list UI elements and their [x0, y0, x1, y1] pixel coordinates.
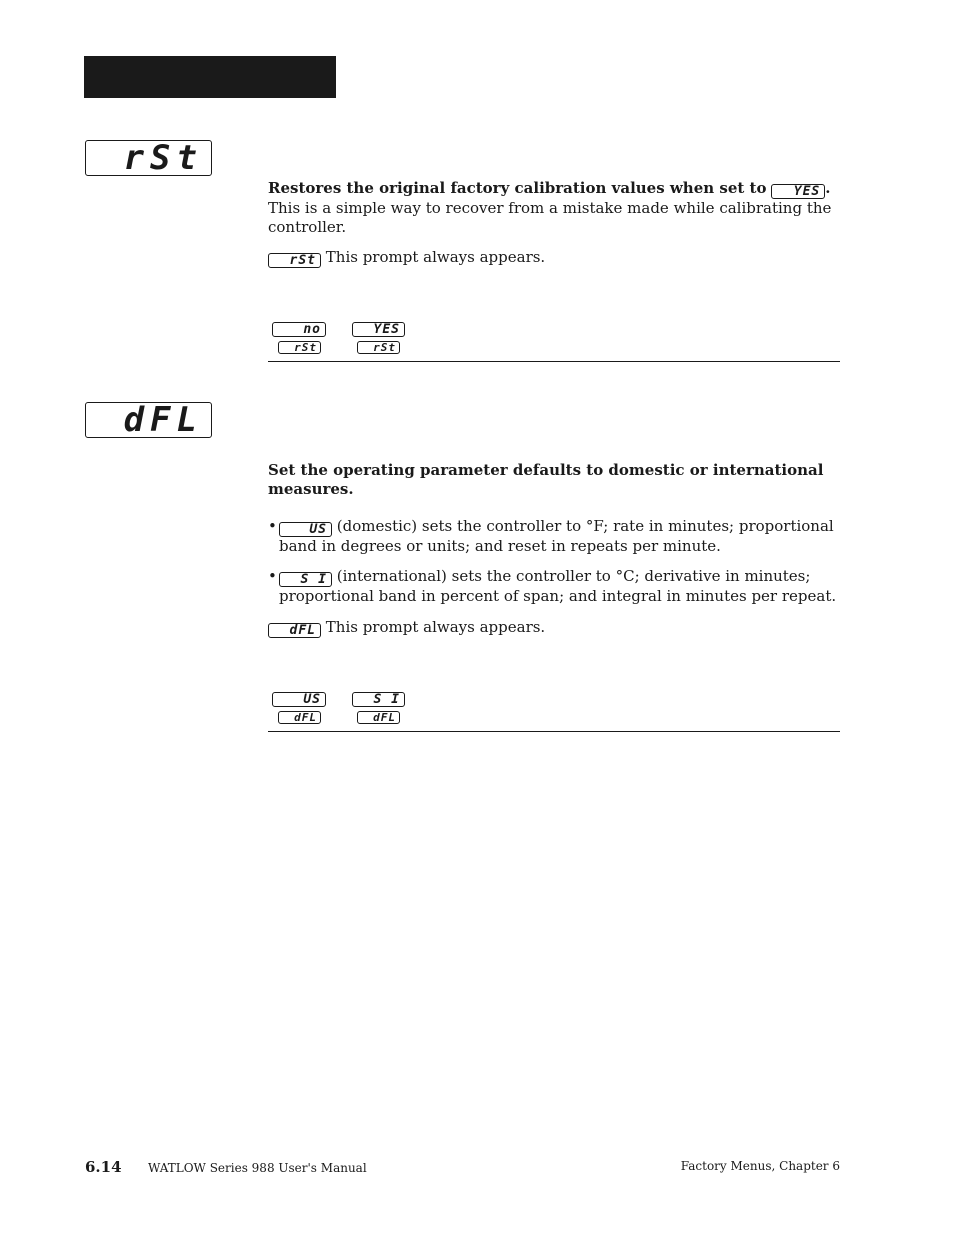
si-display-inline: S I: [279, 572, 332, 587]
rst-option-yes-bottom: rSt: [357, 341, 400, 354]
dfl-prompt-display: dFL: [268, 623, 321, 638]
chapter-label: Factory Menus, Chapter 6: [680, 1159, 840, 1173]
dfl-display: dFL: [85, 402, 212, 438]
rst-description: [268, 179, 840, 237]
rst-option-yes-top: YES: [352, 322, 405, 337]
section-divider-1: [268, 361, 840, 362]
bullet-international: • S I (international) sets the controller to °C; derivative in minutes; proportional band in percent of span; and integral in minutes per repeat.: [268, 567, 837, 605]
rst-prompt-display: rSt: [268, 253, 321, 268]
section-divider-2: [268, 731, 840, 732]
dfl-prompt-text: This prompt always appears.: [325, 618, 546, 636]
rst-option-no-top: no: [272, 322, 326, 337]
rst-heading: Restores the original factory calibration values when set to: [268, 179, 767, 197]
dfl-option-si-bottom: dFL: [357, 711, 400, 724]
dfl-option-si-top: S I: [352, 692, 405, 707]
bullet-domestic-text: (domestic) sets the controller to °F; rate in minutes; proportional band in degrees or units; and reset in repeats per minute.: [279, 517, 834, 555]
rst-option-no-bottom: rSt: [278, 341, 321, 354]
yes-display-inline: YES: [771, 184, 825, 199]
rst-prompt-text: This prompt always appears.: [325, 248, 546, 266]
manual-title: WATLOW Series 988 User's Manual: [148, 1161, 367, 1175]
us-display-inline: US: [279, 522, 332, 537]
bullet-international-text: (international) sets the controller to °C; derivative in minutes; proportional band in percent of span; and integral in minutes per repeat.: [279, 567, 837, 605]
dfl-heading: Set the operating parameter defaults to domestic or international measures.: [268, 461, 824, 498]
page-number: 6.14: [85, 1158, 122, 1176]
bullet-domestic: • US (domestic) sets the controller to °F; rate in minutes; proportional band in degrees or units; and reset in repeats per minute.: [268, 517, 834, 555]
rst-body: This is a simple way to recover from a mistake made while calibrating the controller.: [268, 199, 832, 236]
dfl-prompt-line: [268, 618, 840, 638]
rst-prompt-line: [268, 248, 840, 268]
dfl-option-us-bottom: dFL: [278, 711, 321, 724]
rst-display: rSt: [85, 140, 212, 176]
dfl-option-us-top: US: [272, 692, 326, 707]
rst-heading-period: .: [825, 179, 831, 197]
header-bar: [84, 56, 336, 98]
